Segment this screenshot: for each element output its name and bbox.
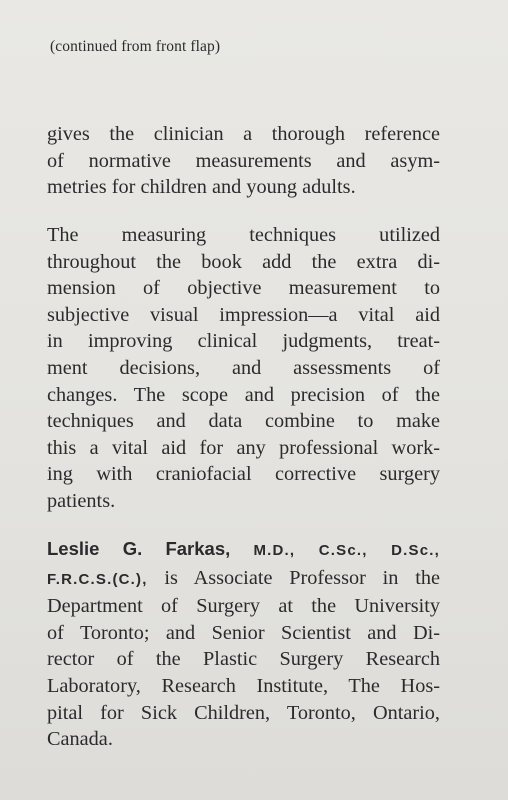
text-line: mension of objective measurement to: [47, 277, 440, 300]
text-line: metries for children and young adults.: [47, 176, 356, 199]
text-line: The measuring techniques utilized: [47, 224, 440, 246]
author-credentials: M.D., C.Sc., D.Sc.,: [253, 542, 440, 559]
text-line: patients.: [47, 489, 116, 512]
bio-text: is Associate Professor in the: [164, 566, 440, 589]
techniques-paragraph: [47, 222, 440, 515]
text-line: Canada.: [47, 728, 113, 751]
text-line: of normative measurements and asym-: [47, 149, 440, 172]
text-line: throughout the book add the extra di-: [47, 250, 440, 273]
author-name: Leslie G. Farkas,: [47, 538, 231, 559]
text-line: [47, 536, 440, 565]
text-line: changes. The scope and precision of the: [47, 383, 440, 406]
text-line: subjective visual impression—a vital aid: [47, 303, 440, 326]
intro-paragraph: [47, 121, 440, 201]
continued-note: (continued from front flap): [50, 38, 221, 55]
text-line: Laboratory, Research Institute, The Hos-: [47, 674, 440, 697]
author-credentials-continued: F.R.C.S.(C.),: [47, 570, 148, 588]
text-line: gives the clinician a thorough reference: [47, 123, 440, 145]
text-line: ing with craniofacial corrective surgery: [47, 463, 440, 486]
text-line: rector of the Plastic Surgery Research: [47, 648, 440, 671]
text-line: ment decisions, and assessments of: [47, 356, 440, 379]
text-line: techniques and data combine to make: [47, 410, 440, 433]
text-line: Department of Surgery at the University: [47, 595, 440, 618]
text-line: of Toronto; and Senior Scientist and Di-: [47, 621, 440, 644]
text-line: pital for Sick Children, Toronto, Ontario,: [47, 701, 440, 724]
text-line: in improving clinical judgments, treat-: [47, 330, 440, 353]
text-line: [47, 565, 440, 594]
text-line: this a vital aid for any professional work-: [47, 436, 440, 459]
author-bio-paragraph: [47, 536, 440, 753]
